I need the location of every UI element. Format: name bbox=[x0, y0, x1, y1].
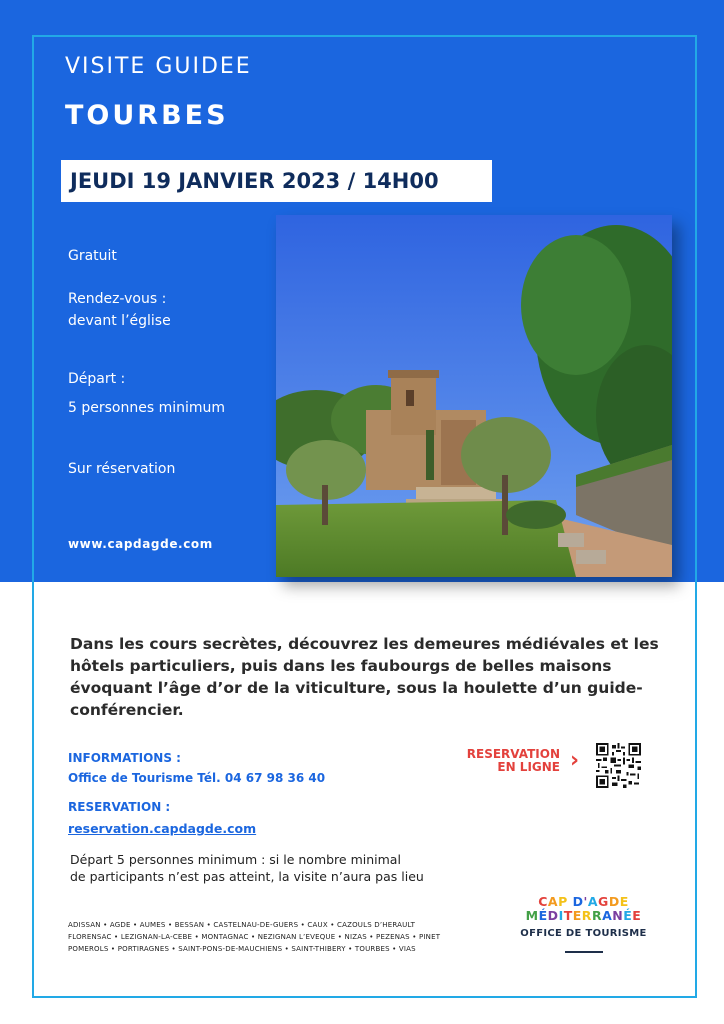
brand-line2 bbox=[516, 909, 651, 923]
online-booking-button[interactable] bbox=[440, 748, 560, 774]
brand-letter: M bbox=[525, 908, 539, 923]
minimum-note bbox=[70, 851, 424, 885]
chevron-right-icon: › bbox=[570, 748, 580, 773]
brand-letter: D bbox=[572, 894, 584, 909]
brand-letter: ' bbox=[583, 894, 588, 909]
brand-letter: R bbox=[591, 908, 603, 923]
brand-letter: R bbox=[581, 908, 592, 923]
qr-code-icon[interactable] bbox=[596, 743, 641, 788]
brand-letter: P bbox=[558, 894, 568, 909]
brand-letter: D bbox=[547, 908, 559, 923]
brand-letter: E bbox=[619, 894, 629, 909]
reservation-link[interactable]: reservation.capdagde.com bbox=[68, 821, 257, 836]
brand-letter: E bbox=[572, 908, 582, 923]
minimum-note-line1: Départ 5 personnes minimum : si le nombre minimal bbox=[70, 852, 401, 867]
departure-minimum: 5 personnes minimum bbox=[68, 400, 226, 416]
brand-letter: A bbox=[602, 908, 613, 923]
brand-letter: C bbox=[538, 894, 548, 909]
departure-label: Départ : bbox=[68, 371, 126, 387]
village-church-photo bbox=[276, 215, 672, 577]
brand-letter: N bbox=[612, 908, 624, 923]
event-title: TOURBES bbox=[65, 100, 229, 131]
brand-line1 bbox=[516, 895, 651, 909]
website-link[interactable]: www.capdagde.com bbox=[68, 537, 213, 551]
photo-illustration bbox=[276, 215, 672, 577]
meeting-place: devant l’église bbox=[68, 313, 171, 329]
partner-towns bbox=[68, 919, 468, 955]
brand-letter: É bbox=[623, 908, 633, 923]
brand-letter: T bbox=[563, 908, 573, 923]
info-label: INFORMATIONS : bbox=[68, 751, 181, 765]
brand-letter: A bbox=[587, 894, 599, 909]
event-description: Dans les cours secrètes, découvrez les demeures médiévales et les hôtels particuliers, puis dans les faubourgs de belles maisons évoquant l’âge d’or de la viticulture, sous la houlette d’un guide-conférencier. bbox=[70, 635, 659, 719]
meeting-label: Rendez-vous : bbox=[68, 291, 167, 307]
brand-letter: I bbox=[558, 908, 564, 923]
brand-letter: G bbox=[598, 894, 609, 909]
brand-subtitle: OFFICE DE TOURISME bbox=[520, 928, 647, 939]
brand-divider bbox=[565, 951, 603, 953]
online-booking-line1: RESERVATION bbox=[466, 747, 560, 761]
towns-line2: FLORENSAC • LEZIGNAN-LA-CEBE • MONTAGNAC • NEZIGNAN L’EVEQUE • NIZAS • PEZENAS • PINET bbox=[68, 933, 441, 941]
brand-logo bbox=[516, 895, 651, 953]
brand-letter: É bbox=[538, 908, 548, 923]
event-date: JEUDI 19 JANVIER 2023 / 14H00 bbox=[61, 160, 492, 202]
info-phone: Office de Tourisme Tél. 04 67 98 36 40 bbox=[68, 771, 326, 785]
brand-letter: E bbox=[632, 908, 642, 923]
reservation-label: RESERVATION : bbox=[68, 800, 171, 814]
towns-line1: ADISSAN • AGDE • AUMES • BESSAN • CASTELNAU-DE-GUERS • CAUX • CAZOULS D’HERAULT bbox=[68, 921, 416, 929]
brand-letter: D bbox=[608, 894, 620, 909]
online-booking-line2: EN LIGNE bbox=[497, 760, 560, 774]
minimum-note-line2: de participants n’est pas atteint, la visite n’aura pas lieu bbox=[70, 869, 424, 884]
towns-line3: POMEROLS • PORTIRAGNES • SAINT-PONS-DE-MAUCHIENS • SAINT-THIBERY • TOURBES • VIAS bbox=[68, 945, 416, 953]
booking-text: Sur réservation bbox=[68, 461, 176, 477]
brand-letter: A bbox=[547, 894, 559, 909]
event-kicker: VISITE GUIDEE bbox=[65, 54, 252, 79]
price-text: Gratuit bbox=[68, 248, 117, 264]
